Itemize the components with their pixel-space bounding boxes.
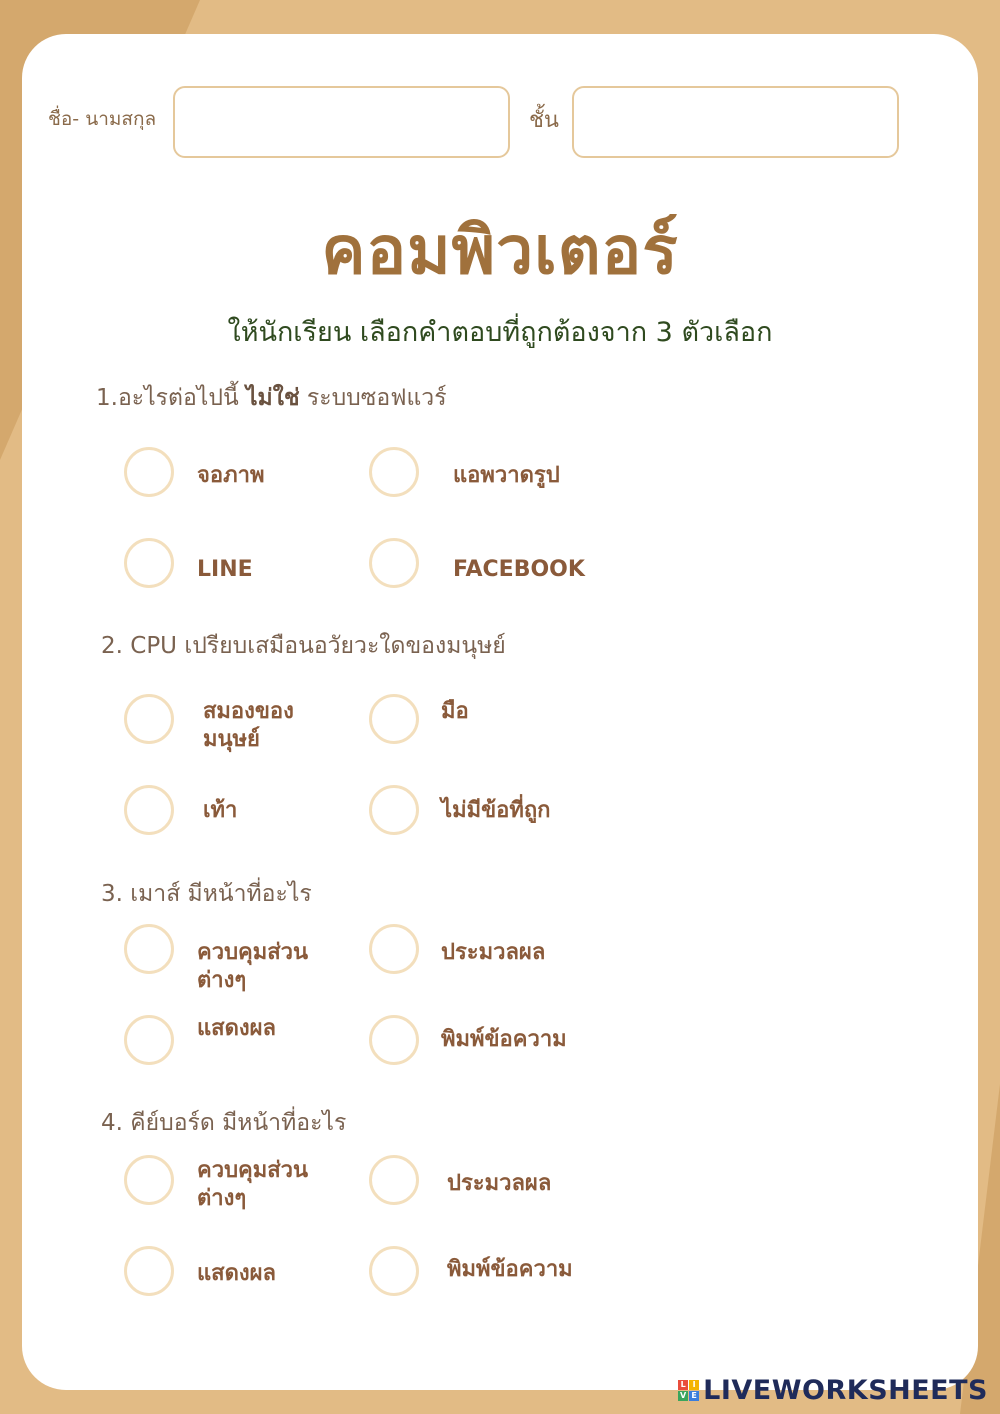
q3-option-2-radio[interactable] (369, 924, 419, 974)
question-1-suffix: ระบบซอฟแวร์ (299, 385, 447, 411)
q2-option-3-label: เท้า (203, 798, 238, 823)
q4-option-3-radio[interactable] (124, 1246, 174, 1296)
brand-name: LIVEWORKSHEETS (703, 1375, 988, 1406)
q1-option-4-radio[interactable] (369, 538, 419, 588)
logo-letter-v: V (680, 1391, 687, 1400)
q4-option-3-label: แสดงผล (197, 1261, 277, 1286)
q2-option-1-radio[interactable] (124, 694, 174, 744)
liveworksheets-logo (678, 1375, 988, 1406)
q2-option-4-radio[interactable] (369, 785, 419, 835)
logo-letter-e: E (689, 1391, 699, 1401)
q3-option-4-radio[interactable] (369, 1015, 419, 1065)
q1-option-1-radio[interactable] (124, 447, 174, 497)
q2-option-3-radio[interactable] (124, 785, 174, 835)
logo-grid-icon (678, 1380, 699, 1401)
q4-option-1-radio[interactable] (124, 1155, 174, 1205)
class-input[interactable] (572, 86, 899, 158)
q1-option-3-label: LINE (197, 557, 253, 582)
q4-option-2-label: ประมวลผล (447, 1171, 552, 1196)
class-label: ชั้น (529, 108, 559, 133)
q4-option-4-label: พิมพ์ข้อความ (447, 1257, 573, 1282)
q2-option-2-label: มือ (441, 699, 469, 724)
logo-letter-l: L (678, 1380, 688, 1390)
q3-option-3-label: แสดงผล (197, 1016, 277, 1041)
q1-option-2-radio[interactable] (369, 447, 419, 497)
instructions: ให้นักเรียน เลือกคำตอบที่ถูกต้องจาก 3 ตัวเลือก (227, 317, 773, 348)
q4-option-2-radio[interactable] (369, 1155, 419, 1205)
question-1 (96, 380, 447, 416)
q2-option-4-label: ไม่มีข้อที่ถูก (441, 798, 551, 823)
q3-option-3-radio[interactable] (124, 1015, 174, 1065)
q2-option-1-label: สมองของ มนุษย์ (203, 699, 294, 752)
q1-option-3-radio[interactable] (124, 538, 174, 588)
q2-option-2-radio[interactable] (369, 694, 419, 744)
q3-option-1-label: ควบคุมส่วน ต่างๆ (197, 940, 309, 993)
question-1-emphasis: ไม่ใช่ (245, 385, 300, 411)
q3-option-1-radio[interactable] (124, 924, 174, 974)
question-1-prefix: 1.อะไรต่อไปนี้ (96, 385, 246, 411)
q3-option-2-label: ประมวลผล (441, 940, 546, 965)
question-4: 4. คีย์บอร์ด มีหน้าที่อะไร (101, 1110, 347, 1136)
q1-option-2-label: แอพวาดรูป (453, 463, 560, 488)
q4-option-1-label: ควบคุมส่วน ต่างๆ (197, 1158, 309, 1211)
logo-letter-i: I (689, 1380, 699, 1390)
q4-option-4-radio[interactable] (369, 1246, 419, 1296)
q1-option-1-label: จอภาพ (197, 463, 265, 488)
name-label: ชื่อ- นามสกุล (48, 108, 157, 130)
page-title: คอมพิวเตอร์ (321, 212, 679, 289)
q3-option-4-label: พิมพ์ข้อความ (441, 1027, 567, 1052)
question-2: 2. CPU เปรียบเสมือนอวัยวะใดของมนุษย์ (101, 633, 506, 659)
name-input[interactable] (173, 86, 510, 158)
q1-option-4-label: FACEBOOK (453, 557, 585, 582)
question-3: 3. เมาส์ มีหน้าที่อะไร (101, 881, 312, 907)
